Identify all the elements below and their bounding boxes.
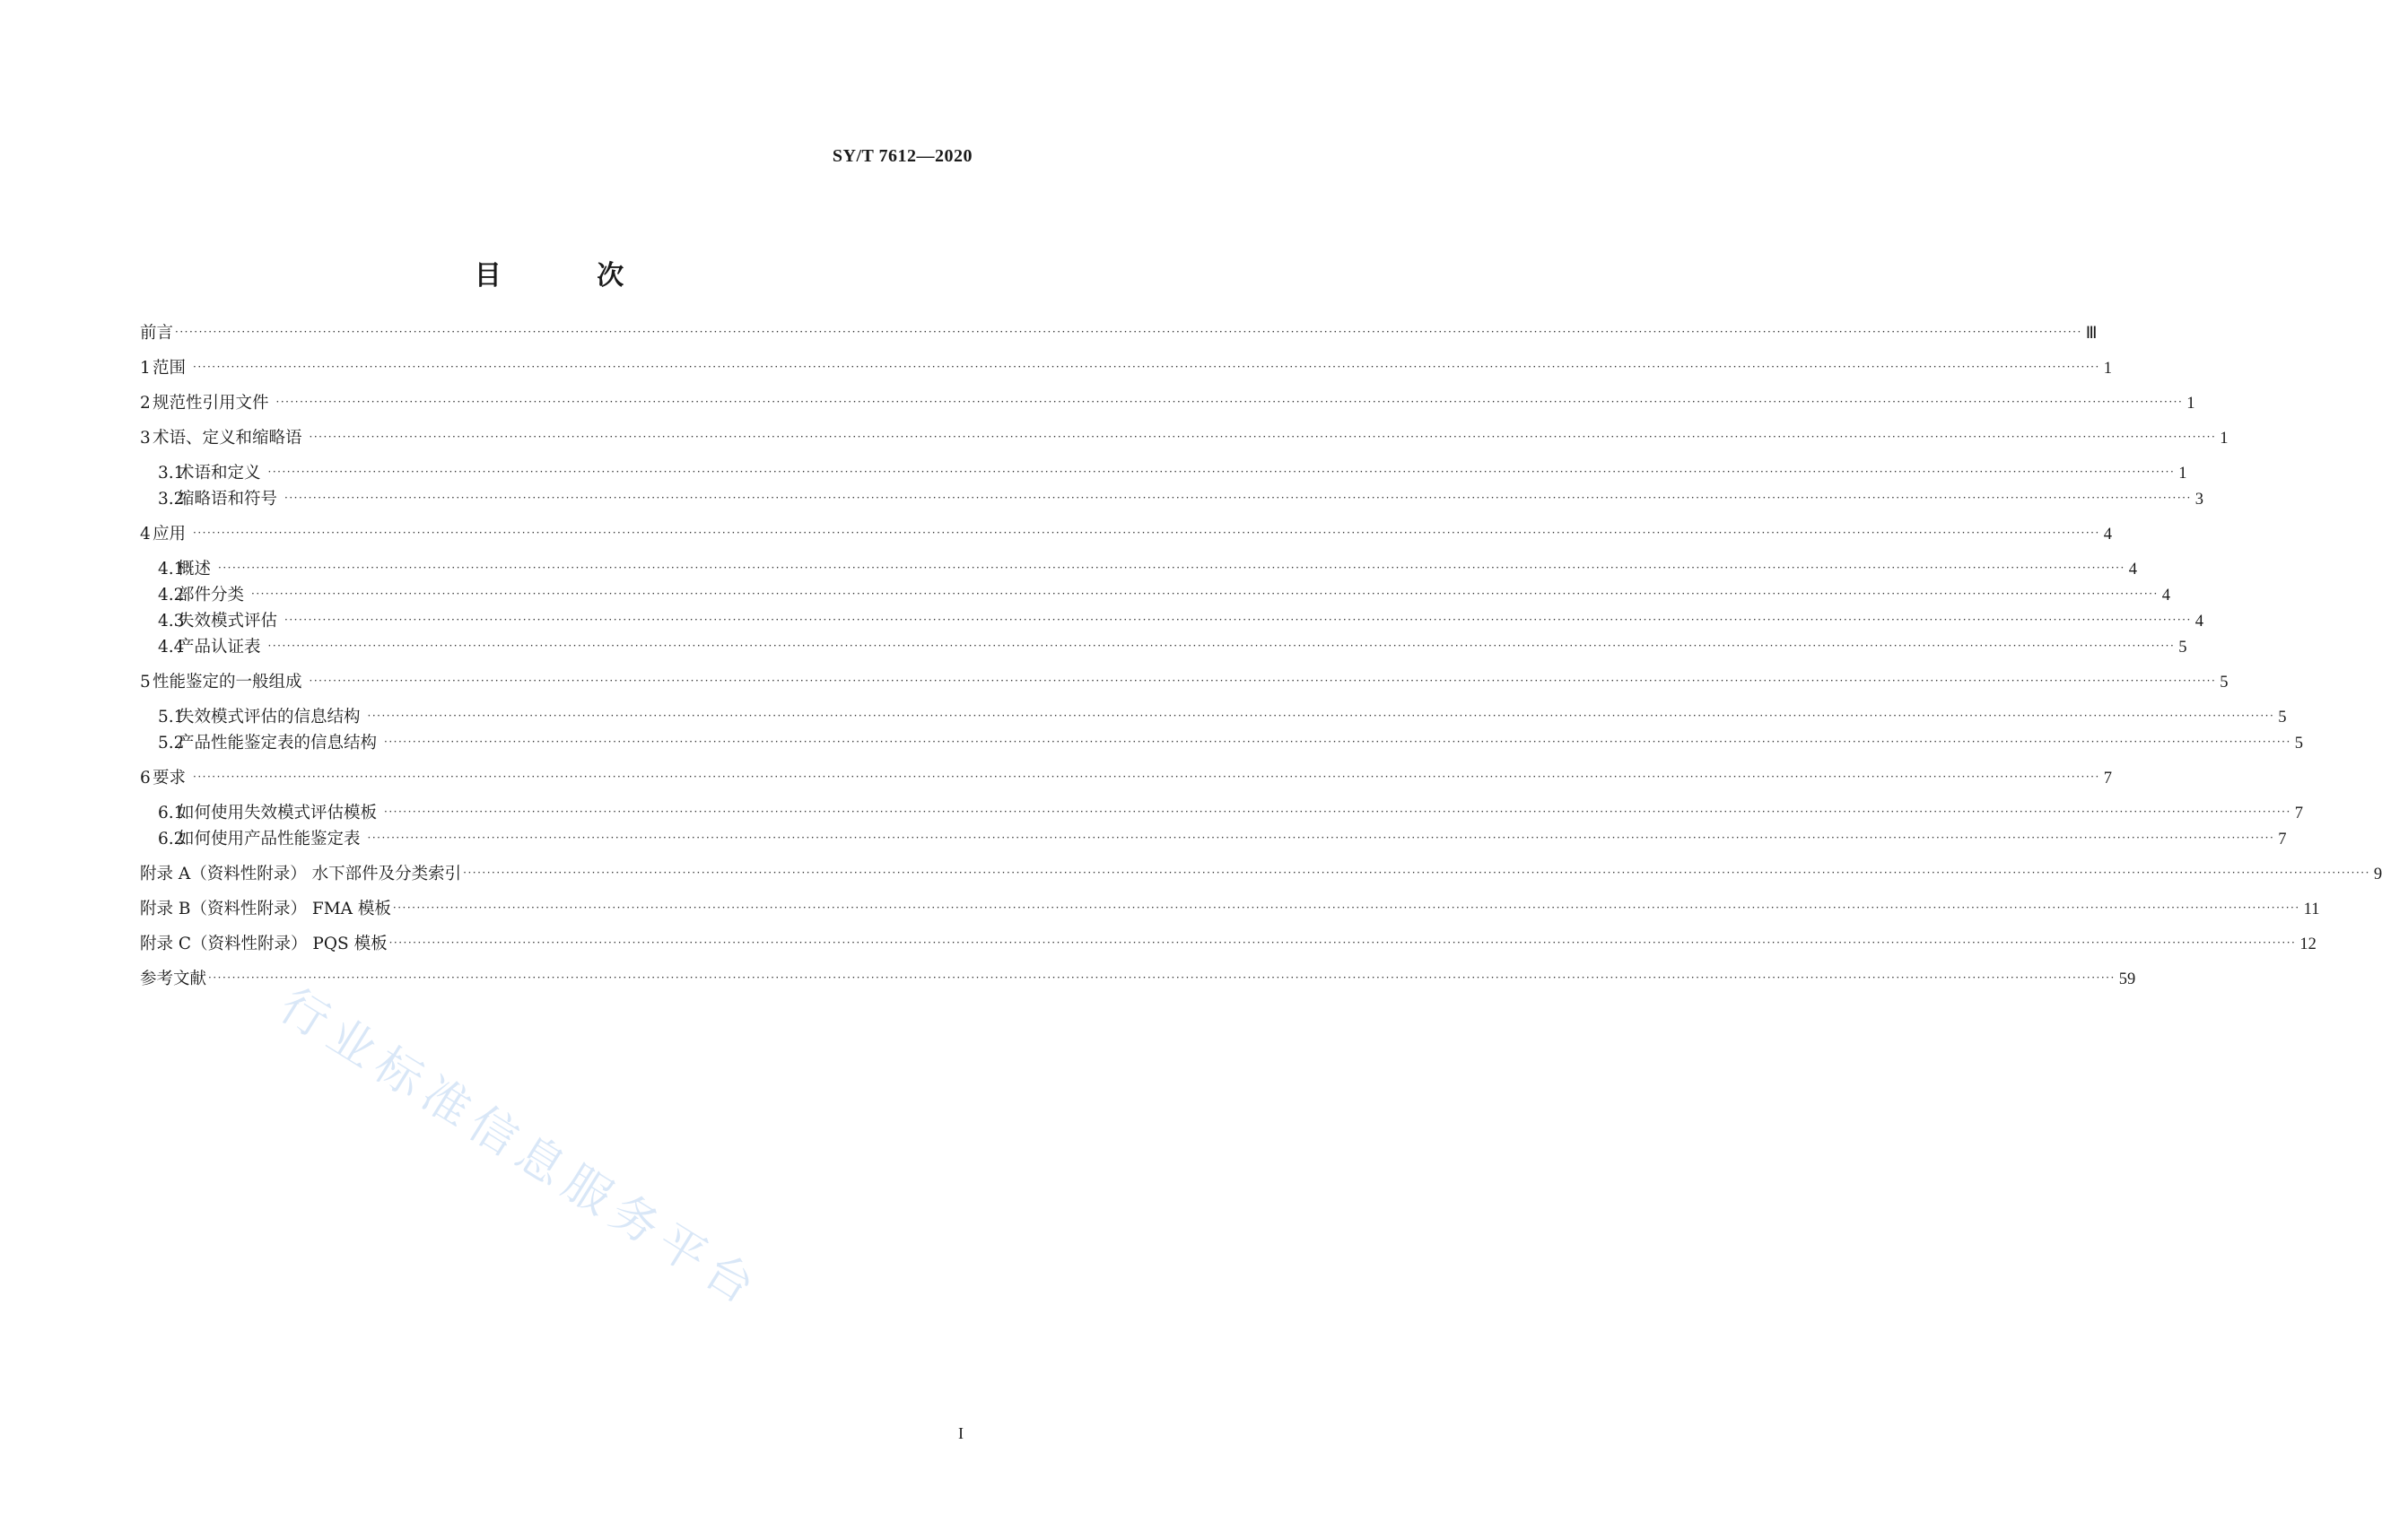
toc-entry[interactable]: 3 术语、定义和缩略语 ················································································································································································································································································································································································································ 1 [140, 426, 976, 451]
toc-entry[interactable] [140, 321, 2098, 346]
toc-leader-dots: ················································································································································································································································································································································································································ [384, 805, 2291, 818]
toc-entry[interactable]: 4.1 概述 ················································································································································································································································································································································································································ 4 [158, 557, 976, 582]
toc-entry[interactable]: 1 范围 ················································································································································································································································································································································································································ 1 [140, 356, 976, 381]
toc-entry[interactable]: 4.4 产品认证表 ················································································································································································································································································································································································································ 5 [158, 635, 976, 660]
toc-entry[interactable]: 6.1 如何使用失效模式评估模板 ················································································································································································································································································································································································································ 7 [158, 801, 976, 826]
toc-leader-dots: ················································································································································································································································································································································································································ [251, 587, 2159, 600]
toc-leader-dots: ················································································································································································································································································································································································································ [284, 613, 2192, 626]
toc-entry-page: 1 [2103, 360, 2113, 378]
toc-entry-label: 如何使用失效模式评估模板 [178, 804, 378, 822]
toc-entry-page: 4 [2194, 613, 2204, 631]
toc-entry-label: 范围 [153, 359, 187, 378]
toc-leader-dots: ················································································································································································································································································································································································································ [175, 326, 2082, 338]
toc-entry-label: 附录 A（资料性附录） 水下部件及分类索引 [140, 865, 462, 883]
toc-leader-dots: ················································································································································································································································································································································································································ [463, 866, 2370, 879]
toc-entry[interactable]: 4.2 部件分类 ················································································································································································································································································································································································································ 4 [158, 583, 976, 608]
toc-leader-dots: ················································································································································································································································································································································································································ [208, 971, 2116, 984]
toc-entry-page: 4 [2128, 561, 2138, 579]
toc-entry[interactable]: 5.2 产品性能鉴定表的信息结构 ················································································································································································································································································································································································································ 5 [158, 731, 976, 756]
toc-entry-label: 参考文献 [140, 970, 207, 988]
toc-entry-page: 4 [2103, 526, 2113, 544]
toc-leader-dots: ················································································································································································································································································································································································································ [309, 431, 2217, 443]
toc-entry-page: 5 [2278, 709, 2287, 726]
toc-entry-label: 术语、定义和缩略语 [153, 429, 302, 448]
toc-leader-dots: ················································································································································································································································································································································································································ [218, 561, 2125, 574]
toc-entry-label: 附录 C（资料性附录） PQS 模板 [140, 935, 388, 953]
toc-leader-dots: ················································································································································································································································································································································································································ [193, 361, 2100, 373]
toc-leader-dots: ················································································································································································································································································································································································································ [388, 936, 2297, 949]
toc-entry[interactable]: 6.2 如何使用产品性能鉴定表 ················································································································································································································································································································································································································ 7 [158, 827, 976, 852]
toc-entry[interactable]: 4.3 失效模式评估 ················································································································································································································································································································································································································ 4 [158, 609, 976, 634]
toc-entry-label: 产品认证表 [178, 638, 261, 657]
toc-entry-label: 失效模式评估的信息结构 [178, 708, 361, 726]
toc-entry[interactable]: 6 要求 ················································································································································································································································································································································································································ 7 [140, 766, 976, 791]
toc-leader-dots: ················································································································································································································································································································································································································ [193, 770, 2100, 783]
toc-entry-page: 5 [2220, 674, 2229, 692]
toc-entry-label: 性能鉴定的一般组成 [153, 673, 302, 692]
page-title: 目 次 [474, 260, 667, 291]
standard-code: SY/T 7612—2020 [832, 146, 973, 166]
toc-entry-page: 1 [2220, 430, 2229, 448]
toc-entry-page: 7 [2294, 805, 2304, 822]
toc-entry-label: 概述 [178, 560, 212, 579]
toc-leader-dots: ················································································································································································································································································································································································································ [284, 492, 2192, 504]
toc-entry-page: Ⅲ [2085, 325, 2098, 343]
toc-entry-label: 术语和定义 [178, 464, 261, 483]
toc-entry-page: 9 [2373, 866, 2382, 883]
toc-leader-dots: ················································································································································································································································································································································································································ [392, 901, 2300, 914]
toc-leader-dots: ················································································································································································································································································································································································································ [275, 396, 2184, 408]
toc-entry-page: 11 [2303, 901, 2320, 918]
toc-entry-label: 前言 [140, 324, 174, 343]
toc-entry[interactable]: 4 应用 ················································································································································································································································································································································································································ 4 [140, 522, 976, 547]
toc-leader-dots: ················································································································································································································································································································································································································ [384, 735, 2291, 748]
toc-leader-dots: ················································································································································································································································································································································································································ [309, 674, 2217, 687]
toc-entry[interactable] [140, 932, 2317, 957]
toc-entry-page: 7 [2103, 770, 2113, 787]
toc-leader-dots: ················································································································································································································································································································································································································ [367, 831, 2275, 844]
toc-entry[interactable]: 5 性能鉴定的一般组成 ················································································································································································································································································································································································································ 5 [140, 670, 976, 695]
toc-entry-page: 4 [2161, 587, 2171, 605]
toc-entry-label: 失效模式评估 [178, 612, 278, 631]
toc-entry-label: 产品性能鉴定表的信息结构 [178, 734, 378, 753]
toc-entry-page: 1 [2186, 395, 2195, 413]
toc-entry-page: 7 [2278, 831, 2287, 848]
toc-entry[interactable]: 5.1 失效模式评估的信息结构 ················································································································································································································································································································································································································ 5 [158, 705, 976, 730]
toc-entry-label: 部件分类 [178, 586, 245, 605]
toc-entry-page: 12 [2299, 935, 2317, 953]
toc-entry[interactable] [140, 967, 2136, 992]
toc-entry-label: 缩略语和符号 [178, 490, 278, 509]
toc-entry[interactable]: 3.1 术语和定义 ················································································································································································································································································································································································································ 1 [158, 461, 976, 486]
toc-entry-label: 应用 [153, 525, 187, 544]
toc-entry-label: 要求 [153, 769, 187, 787]
footer-page-number: I [958, 1424, 964, 1442]
toc-entry-page: 1 [2178, 465, 2187, 483]
toc-entry-page: 3 [2194, 491, 2204, 509]
toc-leader-dots: ················································································································································································································································································································································································································ [367, 709, 2275, 722]
toc-entry-label: 附录 B（资料性附录） FMA 模板 [140, 900, 391, 918]
toc-entry-page: 5 [2178, 639, 2187, 657]
watermark: 行业标准信息服务平台 [270, 979, 771, 1319]
toc-entry-label: 规范性引用文件 [153, 394, 269, 413]
toc-entry[interactable] [140, 862, 2382, 887]
toc-entry[interactable]: 2 规范性引用文件 ················································································································································································································································································································································································································ 1 [140, 391, 976, 416]
toc-leader-dots: ················································································································································································································································································································································································································ [267, 639, 2176, 652]
toc-entry-page: 5 [2294, 735, 2304, 753]
toc-entry-page: 59 [2118, 970, 2136, 988]
toc-entry[interactable] [140, 897, 2320, 922]
toc-entry-label: 如何使用产品性能鉴定表 [178, 830, 361, 848]
toc-leader-dots: ················································································································································································································································································································································································································ [193, 526, 2100, 539]
toc-entry[interactable]: 3.2 缩略语和符号 ················································································································································································································································································································································································································ 3 [158, 487, 976, 512]
toc-leader-dots: ················································································································································································································································································································································································································ [267, 465, 2176, 478]
